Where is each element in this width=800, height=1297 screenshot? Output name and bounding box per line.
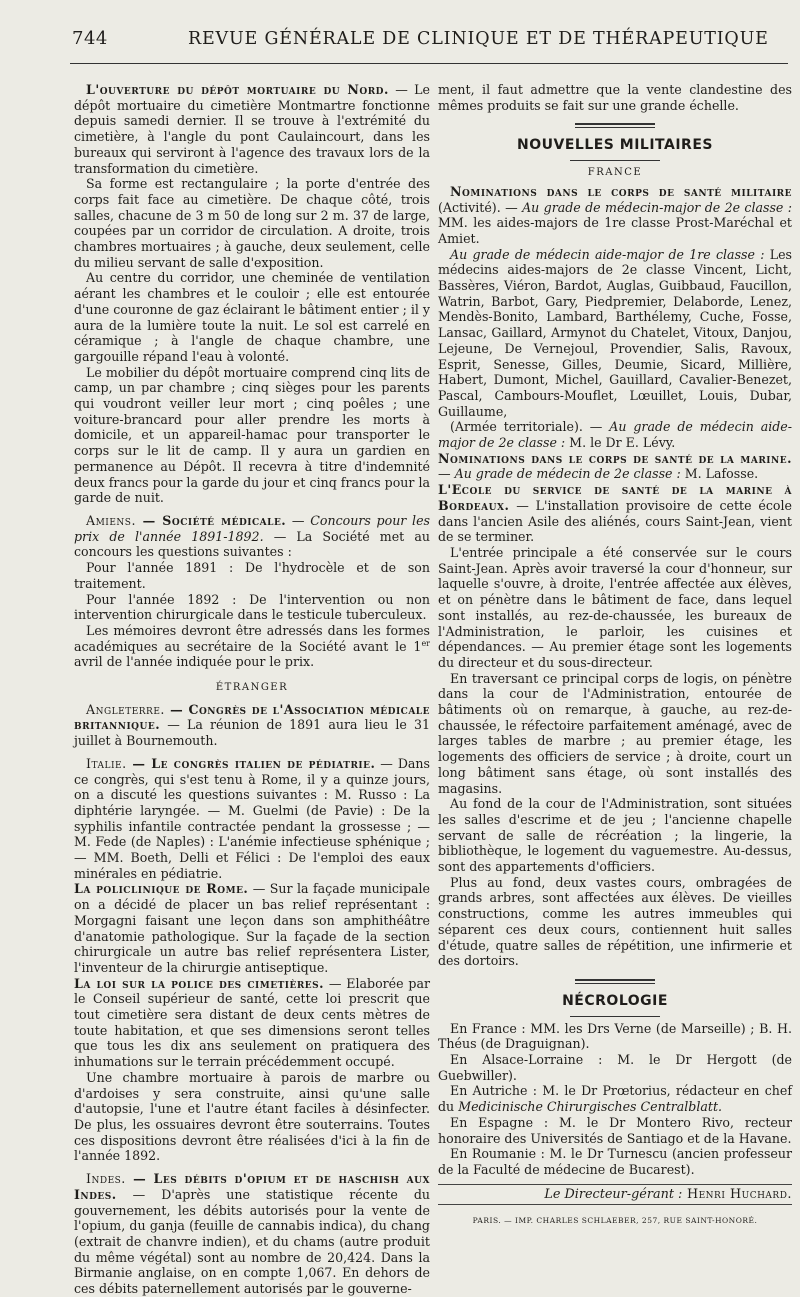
necrology-alsace: En Alsace-Lorraine : M. le Dr Hergott (de Guebwiller). — [438, 1052, 792, 1083]
paragraph-territoriale — [438, 419, 792, 450]
paragraph: L'entrée principale a été conservée sur le cours Saint-Jean. Après avoir traversé la cour d'honneur, sur laquelle s'ouvre, à droite, l'entrée affectée aux élèves, et on pénètre dans le bâtiment de face, dans lequel sont installés, au rez-de-chaussée, les bureaux de l'Administration, le parloir, les cuisines et dépendances. — Au premier étage sont les logements du directeur et du sous-directeur. — [438, 544, 792, 670]
signature-label: Le Directeur-gérant : — [544, 1186, 683, 1202]
text-part: avril de l'année indiquée pour le prix. — [74, 654, 315, 670]
place-name: Angleterre. — [86, 701, 165, 717]
paragraph-depot-mortuaire — [74, 82, 430, 176]
italic-part: Medicinische Chirurgisches Centralblatt. — [454, 1099, 723, 1115]
paragraph: Au centre du corridor, une cheminée de ventilation aérant les chambres et le couloir ; elle est entourée d'une couronne de gaz éclairant le bâtiment entier ; il y aura de la lumière toute la nuit. Le sol est carrelé en céramique ; à l'angle de chaque chambre, une gargouille répand l'eau à volonté. — [74, 270, 430, 364]
section-rule — [570, 160, 660, 161]
subsection-heading-france: FRANCE — [587, 167, 643, 179]
section-rule — [575, 979, 655, 984]
text-part: Les mémoires devront être adressés dans les formes académiques au secrétaire de la Société avant le 1 — [74, 622, 430, 654]
text-part: (Activité). — [438, 199, 501, 215]
article-title: L'ouverture du dépôt mortuaire du Nord. — [86, 82, 389, 97]
header-rule — [70, 63, 788, 64]
necrology-autriche — [438, 1083, 792, 1114]
article-text: — D'après une statistique récente du gouvernement, les débits autorisés pour la vente de l'opium, du ganja (feuille de cannabis indica), du chang (extrait de chanvre indien), et du chams (autre produit du même végétal) sont au nombre de 20,424. Dans la Birmanie anglaise, on en compte 1,067. En dehors de ces débits paternellement autorisés par le gouverne- — [74, 1186, 430, 1297]
section-heading-etranger: ÉTRANGER — [215, 682, 289, 694]
paragraph-policlinique — [74, 881, 430, 975]
section-title-necrologie: NÉCROLOGIE — [562, 992, 668, 1009]
paragraph — [74, 623, 430, 670]
paragraph-nominations-militaire — [438, 184, 792, 247]
page-number: 744 — [72, 28, 108, 49]
article-title: Nominations dans le corps de santé militaire — [450, 183, 792, 199]
article-subtitle: — Concours pour les prix de l'année 1891-1892. — [74, 512, 430, 544]
signature-name: Henri Huchard. — [682, 1186, 792, 1202]
paragraph: En traversant ce principal corps de logis, on pénètre dans la cour de l'Administration, entourée de bâtiments où on remarque, à gauche, au rez-de-chaussée, le réfectoire parfaitement aménagé, avec de larges tables de marbre ; au premier étage, les logements des officiers de service ; à droite, court un long bâtiment sans étage, où sont installés des magasins. — [438, 670, 792, 796]
article-text: — La réunion de 1891 aura lieu le 31 juillet à Bournemouth. — [74, 717, 430, 749]
text-part: M. le Dr E. Lévy. — [565, 435, 676, 451]
necrology-espagne: En Espagne : M. le Dr Montero Rivo, recteur honoraire des Universités de Santiago et de la Havane. — [438, 1114, 792, 1146]
paragraph: Le mobilier du dépôt mortuaire comprend cinq lits de camp, un par chambre ; cinq sièges pour les parents qui voudront veiller leur mort ; cinq poêles ; une voiture-brancard pour aller prendre les morts à domicile, et un appareil-hamac pour transporter le corps sur le lit de camp. Il y aura un gardien en permanence au Dépôt. Il recevra à titre d'indemnité deux francs pour la garde du jour et cinq francs pour la garde de nuit. — [74, 364, 430, 506]
paragraph: Pour l'année 1891 : De l'hydrocèle et de son traitement. — [74, 560, 430, 591]
necrology-roumanie: En Roumanie : M. le Dr Turnescu (ancien professeur de la Faculté de médecine de Bucarest). — [438, 1146, 792, 1177]
article-title: La loi sur la police des cimetières. — [74, 975, 325, 991]
article-text: — La Société met au concours les questions suivantes : — [74, 528, 430, 560]
left-column — [74, 82, 430, 1297]
section-rule — [570, 1016, 660, 1017]
editor-signature — [438, 1184, 792, 1206]
article-text: — Sur la façade municipale on a décidé de placer un bas relief représentant : Morgagni faisant une leçon dans son amphithéâtre d'anatomie pathologique. Sur la façade de la section chirurgicale un autre bas relief représentera Lister, l'inventeur de la chirurgie antiseptique. — [74, 881, 430, 975]
text-part: MM. les aides-majors de 1re classe Prost-Maréchal et Amiet. — [438, 215, 792, 246]
article-title: Nominations dans le corps de santé de la marine. — [438, 450, 792, 466]
necrology-france: En France : MM. les Drs Verne (de Marseille) ; B. H. Théus (de Draguignan). — [438, 1020, 792, 1052]
article-title: — Le congrès italien de pédiatrie. — [126, 755, 376, 771]
article-title: La policlinique de Rome. — [74, 881, 249, 897]
paragraph-indes — [74, 1171, 430, 1297]
paragraph: Une chambre mortuaire à parois de marbre ou d'ardoises y sera construite, ainsi qu'une salle d'autopsie, l'une et l'autre étant faciles à désinfecter. De plus, les ossuaires devront être souterrains. Toutes ces dispositions devront être réalisées d'ici à la fin de l'année 1892. — [74, 1069, 430, 1164]
italic-part: — Au grade de médecin de 2e classe : — [438, 466, 681, 482]
paragraph: Au fond de la cour de l'Administration, sont situées les salles d'escrime et de jeu ; l'ancienne chapelle servant de salle de récréation ; la lingerie, la bibliothèque, le logement du vaguemestre. Au-dessus, sont des appartements d'officiers. — [438, 796, 792, 875]
section-rule — [575, 123, 655, 128]
article-title: — Les débits d'opium et de haschish aux Indes. — [74, 1171, 430, 1202]
paragraph: Sa forme est rectangulaire ; la porte d'entrée des corps fait face au cimetière. De chaque côté, trois salles, chacune de 3 m 50 de long sur 2 m. 37 de large, coupées par un corridor de circulation. A droite, trois chambres mortuaires ; à gauche, deux seulement, celle du milieu servant de salle d'exposition. — [74, 176, 430, 270]
text-part: En Autriche : M. le Dr Prœtorius, rédacteur en chef du — [438, 1083, 792, 1115]
article-text: — Dans ce congrès, qui s'est tenu à Rome, il y a quinze jours, on a discuté les questions suivantes : M. Russo : La diphtérie laryngée. — M. Guelmi (de Pavie) : De la syphilis infantile contractée pendant la grossesse ; — M. Fede (de Naples) : L'anémie infectieuse sphénique ; — MM. Boeth, Delli et Félici : De l'emploi des eaux minérales en pédiatrie. — [74, 755, 430, 881]
paragraph-continuation: ment, il faut admettre que la vente clandestine des mêmes produits se fait sur une grande échelle. — [438, 82, 792, 113]
text-part: (Armée territoriale). — — [450, 419, 603, 435]
text-part: Les médecins aides-majors de 2e classe Vincent, Licht, Bassères, Viéron, Bardot, Auglas, Guibbaud, Faucillon, Watrin, Barbot, Gary, Piedpremier, Delaborde, Lenez, Mendès-Bonito, Lambard, Barthélemy, Cuche, Fosse, Lansac, Gaillard, Armynot du Chatelet, Vitoux, Danjou, Lejeune, De Vernejoul, Provendier, Salis, Ravoux, Esprit, Senesse, Gilles, Deumie, Sicard, Millière, Habert, Dumont, Michel, Gauillard, Cavalier-Benezet, Pascal, Cambours-Mouflet, Lœuillet, Louis, Dubar, Guillaume, — [438, 246, 792, 419]
italic-part: — Au grade de médecin-major de 2e classe : — [500, 199, 792, 215]
text-part: M. Lafosse. — [680, 466, 759, 482]
article-text: — Le dépôt mortuaire du cimetière Montmartre fonctionne depuis samedi dernier. Il se trouve à l'extrémité du cimetière, à l'angle du pont Caulaincourt, dans les bureaux qui serviront à l'agence des travaux lors de la transformation du cimetière. — [74, 82, 431, 176]
article-title: — Congrès de l'Association médicale britannique. — [74, 701, 430, 733]
place-name: Indes. — [86, 1171, 126, 1187]
article-text: — Elaborée par le Conseil supérieur de santé, cette loi prescrit que tout cimetière sera distant de deux cents mètres de toute habitation, et que ses dimensions seront telles que tous les dix ans seulement on pratiquera des inhumations sur le terrain précédemment occupé. — [74, 975, 430, 1070]
section-title-nouvelles-militaires: NOUVELLES MILITAIRES — [517, 137, 713, 154]
paragraph-marine — [438, 451, 792, 482]
article-title: — Société médicale. — [135, 512, 287, 528]
paragraph-amiens — [74, 513, 430, 560]
paragraph-italie — [74, 756, 430, 882]
right-column — [438, 82, 792, 1229]
paragraph-ecole-bordeaux — [438, 482, 792, 545]
paragraph-cimetieres — [74, 976, 430, 1070]
running-header — [72, 28, 784, 54]
paragraph-aides-majors — [438, 247, 792, 420]
superscript: er — [421, 638, 430, 648]
text-part: — L'installation provisoire de cette école dans l'ancien Asile des aliénés, cours Saint-Jean, vient de se terminer. — [438, 497, 792, 545]
printer-imprint: PARIS. — IMP. CHARLES SCHLAEBER, 257, RUE SAINT-HONORÉ. — [472, 1216, 758, 1226]
italic-part: Au grade de médecin aide-major de 2e classe : — [438, 419, 793, 451]
paragraph: Pour l'année 1892 : De l'intervention ou non intervention chirurgicale dans le testicule tuberculeux. — [74, 591, 430, 623]
italic-part: Au grade de médecin aide-major de 1re classe : — [450, 246, 765, 262]
paragraph: Plus au fond, deux vastes cours, ombragées de grands arbres, sont affectées aux élèves. De vieilles constructions, comme les autres immeubles qui séparent ces deux cours, contiennent huit salles d'étude, quatre salles de répétition, une infirmerie et des dortoirs. — [438, 874, 792, 969]
place-name: Italie. — [86, 755, 127, 771]
place-name: Amiens. — [86, 512, 136, 528]
paragraph-angleterre — [74, 702, 430, 749]
running-title: REVUE GÉNÉRALE DE CLINIQUE ET DE THÉRAPEUTIQUE — [188, 29, 769, 49]
article-title: L'Ecole du service de santé de la marine à Bordeaux. — [438, 482, 792, 513]
